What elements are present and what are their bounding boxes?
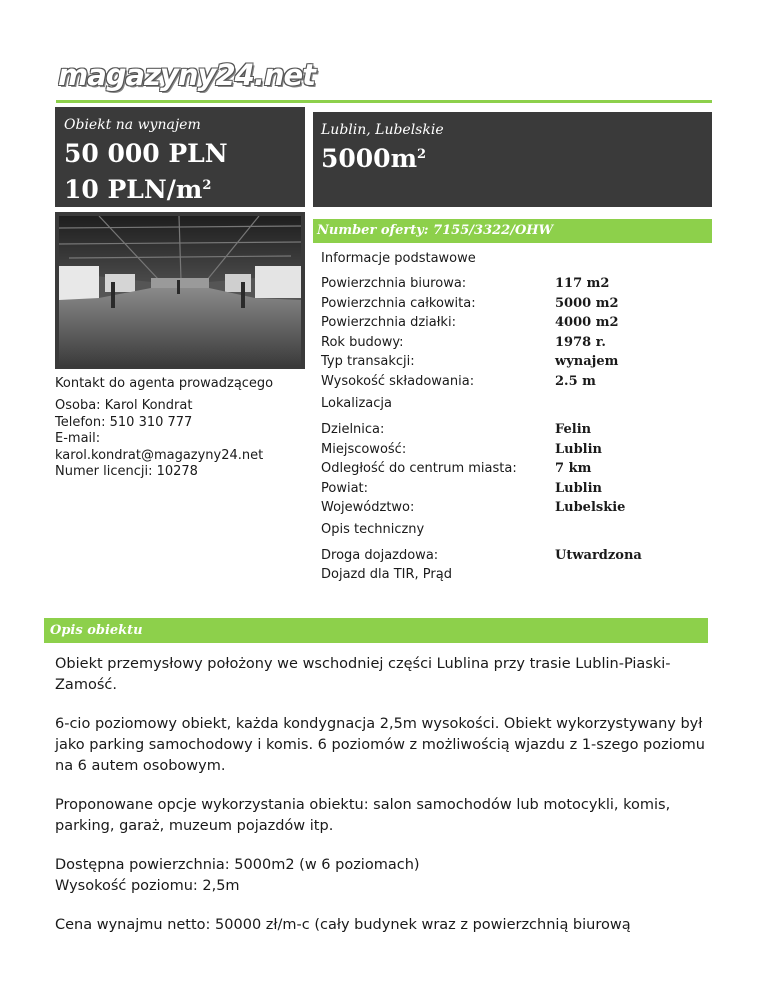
total-area [321,142,426,176]
logo-text-main: magazyny [58,58,216,92]
price-per-meter-text: 10 PLN/m [64,175,203,204]
description-title: Opis obiektu [50,623,143,638]
price-total: 50 000 PLN [64,139,228,168]
value-county: Lublin [555,480,603,496]
value-transaction-type: wynajem [555,354,619,369]
label-city: Miejscowość: [321,441,407,457]
location-labels [321,420,517,518]
description-paragraph: Proponowane opcje wykorzystania obiektu: salon samochodów lub motocykli, komis, parking, garaż, muzeum pojazdów itp. [55,797,671,834]
agent-phone[interactable]: Telefon: 510 310 777 [55,414,193,430]
header-divider [56,100,712,103]
label-total-area: Powierzchnia całkowita: [321,295,476,311]
description-paragraph: Obiekt przemysłowy położony we wschodniej części Lublina przy trasie Lublin-Piaski-Zamość. [55,656,671,693]
logo-text-ext: .net [253,58,316,92]
label-plot-area: Powierzchnia działki: [321,315,456,330]
value-total-area: 5000 m2 [555,295,619,311]
site-logo[interactable] [58,58,315,92]
label-office-area: Powierzchnia biurowa: [321,276,467,291]
value-district: Felin [555,422,592,437]
technical-extra: Dojazd dla TIR, Prąd [321,567,452,582]
description-body [55,654,710,954]
agent-email[interactable]: karol.kondrat@magazyny24.net [55,447,264,463]
basic-info-heading: Informacje podstawowe [321,251,476,266]
location-caption: Lublin, Lubelskie [321,122,444,138]
value-storage-height: 2.5 m [555,373,596,389]
offer-number: Number oferty: 7155/3322/OHW [317,223,554,238]
description-bar [44,618,708,643]
value-build-year: 1978 r. [555,334,606,350]
label-build-year: Rok budowy: [321,334,404,350]
value-voivodeship: Lubelskie [555,500,626,515]
agent-heading: Kontakt do agenta prowadzącego [55,376,274,391]
location-heading: Lokalizacja [321,396,392,411]
label-county: Powiat: [321,480,369,496]
agent-contact [55,398,305,481]
label-district: Dzielnica: [321,422,385,437]
description-paragraph: Wysokość poziomu: 2,5m [55,878,240,894]
basic-info-values [555,274,619,391]
description-paragraph: 6-cio poziomowy obiekt, każda kondygnacja 2,5m wysokości. Obiekt wykorzystywany był jako parking samochodowy i komis. 6 poziomów z możliwością wjazdu z 1-szego poziomu na 6 autem osobowym. [55,716,705,774]
total-area-sup: 2 [417,147,427,162]
label-distance-center: Odległość do centrum miasta: [321,461,517,476]
offer-number-bar [313,219,712,243]
location-box [313,112,712,207]
value-office-area: 117 m2 [555,276,610,291]
property-photo[interactable] [59,216,301,365]
label-storage-height: Wysokość składowania: [321,373,475,389]
price-box [55,107,305,207]
price-per-meter-sup: 2 [202,178,212,193]
agent-person: Osoba: Karol Kondrat [55,398,193,413]
value-distance-center: 7 km [555,461,592,476]
description-paragraph: Dostępna powierzchnia: 5000m2 (w 6 poziomach) [55,857,420,873]
label-transaction-type: Typ transakcji: [321,354,415,369]
agent-license: Numer licencji: 10278 [55,464,198,479]
logo-text-num: 24 [215,58,254,92]
value-plot-area: 4000 m2 [555,315,619,330]
description-paragraph: Cena wynajmu netto: 50000 zł/m-c (cały budynek wraz z powierzchnią biurową [55,917,631,933]
label-access-road: Droga dojazdowa: [321,548,439,563]
offer-type: Obiekt na wynajem [64,117,201,133]
label-voivodeship: Województwo: [321,500,415,515]
location-values [555,420,625,518]
basic-info-labels [321,274,476,391]
price-per-meter [64,173,211,207]
value-city: Lublin [555,441,603,457]
agent-email-label: E-mail: [55,431,101,446]
technical-heading: Opis techniczny [321,522,425,537]
value-access-road: Utwardzona [555,548,642,563]
total-area-text: 5000m [321,144,418,173]
